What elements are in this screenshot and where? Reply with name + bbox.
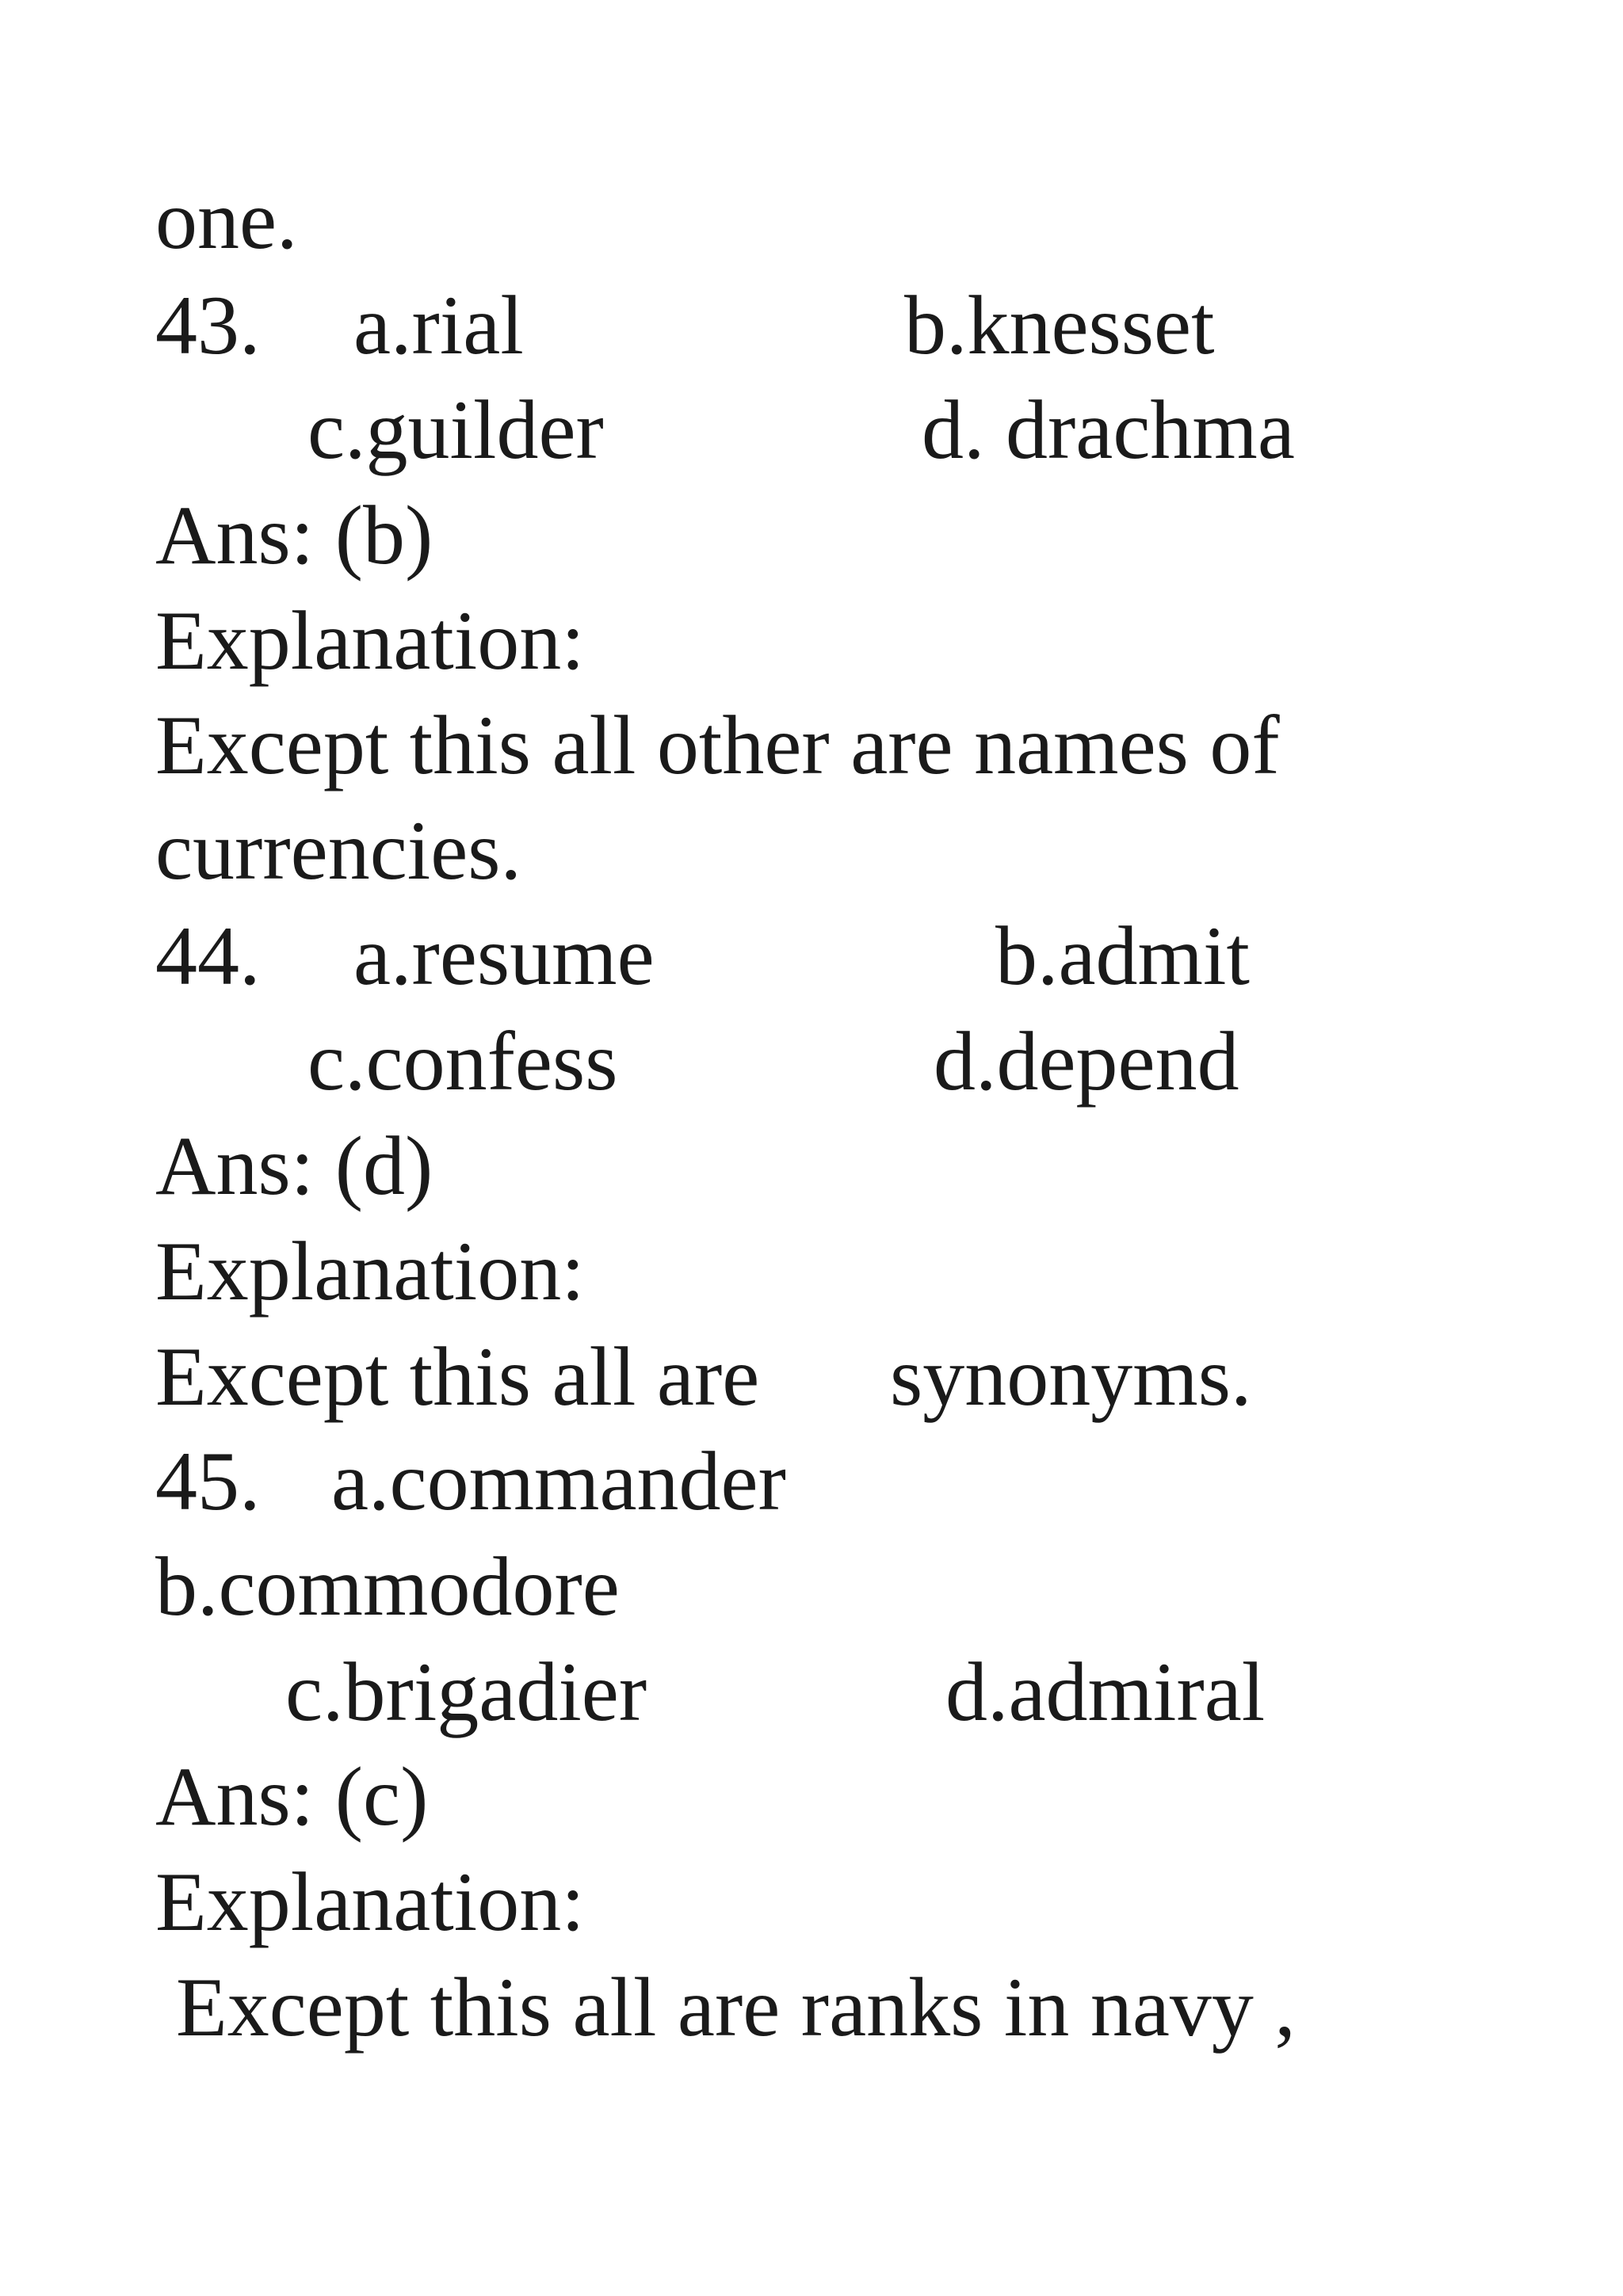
question-44-explanation-label: Explanation: (155, 1225, 585, 1318)
question-44-number: 44. (155, 910, 261, 1002)
question-44-explanation-line-1a: Except this all are (155, 1330, 760, 1423)
question-43-option-b: b.knesset (904, 279, 1215, 372)
question-43-answer: Ans: (b) (155, 489, 433, 582)
question-43-number: 43. (155, 279, 261, 372)
question-44-option-b: b.admit (995, 910, 1250, 1002)
question-44-option-c: c.confess (307, 1015, 618, 1108)
question-43-option-d: d. drachma (922, 383, 1295, 476)
question-45-option-d: d.admiral (945, 1646, 1266, 1738)
question-43-option-a: a.rial (353, 279, 524, 372)
question-44-explanation-line-1b: synonyms. (890, 1330, 1252, 1423)
question-45-number: 45. (155, 1435, 261, 1527)
question-44-answer: Ans: (d) (155, 1119, 433, 1212)
question-44-option-a: a.resume (353, 910, 655, 1002)
question-45-option-b: b.commodore (155, 1540, 620, 1633)
question-43-option-c: c.guilder (307, 383, 604, 476)
question-45-explanation-line-1: Except this all are ranks in navy , (176, 1961, 1296, 2054)
continuation-text: one. (155, 174, 298, 266)
question-45-option-c: c.brigadier (285, 1646, 647, 1738)
question-43-explanation-line-2: currencies. (155, 804, 521, 897)
question-45-answer: Ans: (c) (155, 1750, 429, 1843)
question-43-explanation-label: Explanation: (155, 594, 585, 687)
question-44-option-d: d.depend (934, 1015, 1239, 1108)
question-43-explanation-line-1: Except this all other are names of (155, 699, 1280, 791)
question-45-option-a: a.commander (331, 1435, 786, 1527)
question-45-explanation-label: Explanation: (155, 1855, 585, 1948)
